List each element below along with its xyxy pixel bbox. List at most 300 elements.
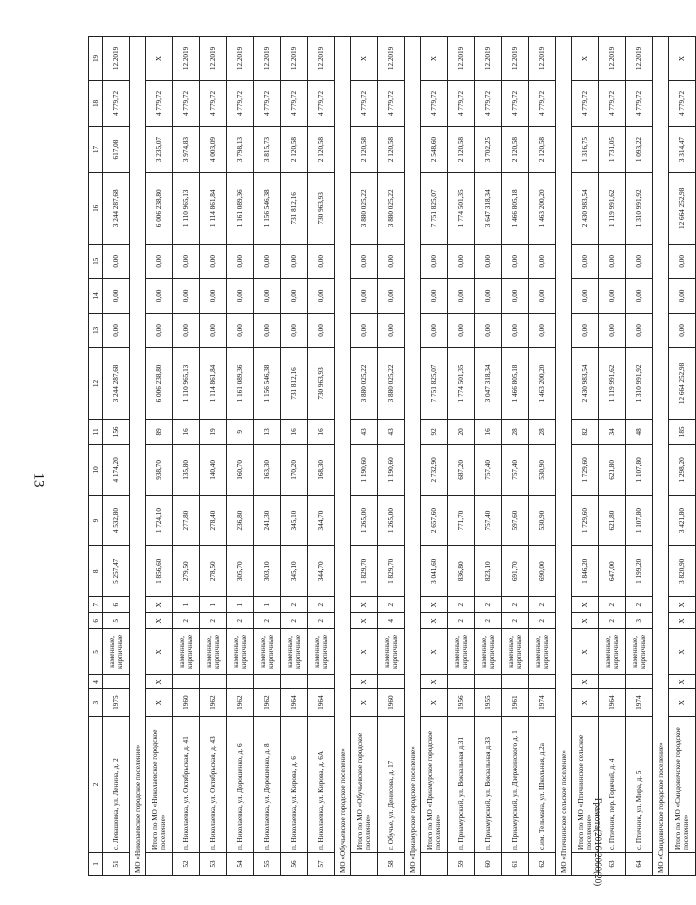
table-row — [502, 37, 529, 876]
column-header: 9 — [89, 495, 103, 546]
table-cell: 1975 — [103, 689, 130, 717]
table-cell: 2 — [448, 597, 475, 613]
table-cell: 3 235,07 — [146, 127, 173, 173]
table-cell: 530,90 — [529, 445, 556, 496]
column-header: 10 — [89, 445, 103, 496]
table-row — [378, 37, 405, 876]
table-cell: 771,70 — [448, 495, 475, 546]
column-header: 6 — [89, 613, 103, 629]
table-cell: 12.2019 — [281, 37, 308, 81]
table-cell: 4 779,72 — [308, 80, 335, 126]
table-cell — [103, 675, 130, 689]
table-cell: 1964 — [599, 689, 626, 717]
table-row — [626, 37, 653, 876]
table-cell: с. Левашовка, ул. Ленина, д. 2 — [103, 716, 130, 852]
table-cell: 51 — [103, 852, 130, 875]
section-title: МО «Обучьевское городское поселение» — [335, 37, 351, 876]
table-cell: 170,20 — [281, 445, 308, 496]
table-cell: 0,00 — [529, 313, 556, 348]
table-cell: X — [572, 597, 599, 613]
table-cell: Итого по МО «Николаевское городское поселение» — [146, 716, 173, 852]
table-cell: 2 120,58 — [308, 127, 335, 173]
table-cell: 7 751 825,07 — [421, 348, 448, 419]
table-cell — [448, 675, 475, 689]
table-cell: 731 812,16 — [281, 173, 308, 244]
housing-table — [88, 36, 696, 876]
column-header: 19 — [89, 37, 103, 81]
table-cell: 3 880 025,22 — [378, 173, 405, 244]
table-cell: 1961 — [502, 689, 529, 717]
table-cell: 1 846,20 — [572, 546, 599, 597]
section-title: МО «Смидовичское городское поселение» — [653, 37, 669, 876]
table-cell — [572, 852, 599, 875]
table-cell: с.им. Тельмана, ул. Школьная, д.2а — [529, 716, 556, 852]
table-cell: 0,00 — [599, 244, 626, 279]
column-header: 17 — [89, 127, 103, 173]
table-cell: 20 — [448, 419, 475, 444]
column-header: 1 — [89, 852, 103, 875]
table-row — [421, 37, 448, 876]
table-cell: X — [572, 613, 599, 629]
table-cell: 0,00 — [448, 279, 475, 314]
table-cell: 0,00 — [669, 313, 696, 348]
table-cell: 1 829,70 — [351, 546, 378, 597]
table-cell: 16 — [308, 419, 335, 444]
table-cell: каменные, кирпичные — [626, 629, 653, 675]
table-row — [146, 37, 173, 876]
column-header: 13 — [89, 313, 103, 348]
table-cell: 621,80 — [599, 495, 626, 546]
section-title: МО «Приамурское городское поселение» — [405, 37, 421, 876]
table-cell: 1 729,60 — [572, 495, 599, 546]
table-cell: 3 880 025,22 — [378, 348, 405, 419]
table-cell: 13 — [254, 419, 281, 444]
table-cell: каменные, кирпичные — [448, 629, 475, 675]
table-cell: 7 751 825,07 — [421, 173, 448, 244]
table-cell: 4 779,72 — [254, 80, 281, 126]
footer-code: Грамота(2016-2060(20) — [593, 797, 603, 887]
table-cell: 6 006 238,80 — [146, 173, 173, 244]
table-cell: 0,00 — [421, 313, 448, 348]
table-cell: X — [146, 675, 173, 689]
table-cell: 1956 — [448, 689, 475, 717]
table-cell: каменные, кирпичные — [281, 629, 308, 675]
table-cell: 2 — [308, 597, 335, 613]
table-cell: 4 779,72 — [626, 80, 653, 126]
table-cell: X — [146, 597, 173, 613]
table-cell: 1 463 200,20 — [529, 348, 556, 419]
table-cell: 63 — [599, 852, 626, 875]
page-number: 13 — [30, 472, 47, 488]
table-cell: 0,00 — [103, 313, 130, 348]
table-cell: 1 093,22 — [626, 127, 653, 173]
table-cell: 0,00 — [599, 313, 626, 348]
table-cell: 0,00 — [626, 244, 653, 279]
table-cell: 4 779,72 — [529, 80, 556, 126]
table-cell: 12.2019 — [254, 37, 281, 81]
table-cell: 2 657,60 — [421, 495, 448, 546]
table-row — [572, 37, 599, 876]
table-cell: 278,50 — [200, 546, 227, 597]
table-cell: 4 779,72 — [281, 80, 308, 126]
table-cell: 53 — [200, 852, 227, 875]
column-header: 18 — [89, 80, 103, 126]
table-cell: с. Птичник, ул. Мира, д. 5 — [626, 716, 653, 852]
table-cell: 3 815,73 — [254, 127, 281, 173]
table-cell: 2 430 983,54 — [572, 348, 599, 419]
table-cell: 279,50 — [173, 546, 200, 597]
table-cell: 2 732,90 — [421, 445, 448, 496]
table-cell: 4 779,72 — [227, 80, 254, 126]
table-cell: 2 120,58 — [529, 127, 556, 173]
table-cell: X — [669, 37, 696, 81]
table-cell: X — [421, 597, 448, 613]
section-row — [335, 37, 351, 876]
table-cell: 1962 — [200, 689, 227, 717]
table-cell: 12.2019 — [448, 37, 475, 81]
table-cell: 621,80 — [599, 445, 626, 496]
table-cell: 0,00 — [502, 279, 529, 314]
table-cell: 0,00 — [448, 313, 475, 348]
table-cell: 0,00 — [173, 279, 200, 314]
table-cell: 1 190,60 — [378, 445, 405, 496]
table-cell: X — [421, 613, 448, 629]
table-cell: 5 257,47 — [103, 546, 130, 597]
table-cell — [421, 852, 448, 875]
section-row — [556, 37, 572, 876]
table-cell: 2 — [378, 597, 405, 613]
table-cell: 2 — [448, 613, 475, 629]
table-cell: 19 — [200, 419, 227, 444]
table-cell: 12.2019 — [173, 37, 200, 81]
table-cell: 34 — [599, 419, 626, 444]
table-cell: 1 466 805,18 — [502, 173, 529, 244]
table-cell: 0,00 — [103, 279, 130, 314]
table-cell: 12.2019 — [200, 37, 227, 81]
table-cell: 12.2019 — [308, 37, 335, 81]
table-cell: 3 244 287,68 — [103, 348, 130, 419]
table-cell — [502, 675, 529, 689]
table-cell: каменные, кирпичные — [254, 629, 281, 675]
table-cell: 52 — [173, 852, 200, 875]
section-title: МО «Николаевское городское поселение» — [130, 37, 146, 876]
table-cell: 6 006 238,80 — [146, 348, 173, 419]
table-cell: 4 779,72 — [475, 80, 502, 126]
table-cell: 1 107,80 — [626, 445, 653, 496]
table-cell: 64 — [626, 852, 653, 875]
table-cell: 0,00 — [173, 244, 200, 279]
table-cell: 277,80 — [173, 495, 200, 546]
table-row — [351, 37, 378, 876]
table-cell: 1 724,10 — [146, 495, 173, 546]
column-header: 16 — [89, 173, 103, 244]
table-cell: 28 — [529, 419, 556, 444]
table-cell: 2 120,58 — [378, 127, 405, 173]
table-cell — [281, 675, 308, 689]
table-cell: 56 — [281, 852, 308, 875]
table-cell: 3 880 025,22 — [351, 173, 378, 244]
table-cell — [254, 675, 281, 689]
table-cell: 135,80 — [173, 445, 200, 496]
table-cell: X — [351, 675, 378, 689]
table-cell: X — [572, 37, 599, 81]
table-cell: 1 316,75 — [572, 127, 599, 173]
table-cell: 1 463 200,20 — [529, 173, 556, 244]
table-cell: 0,00 — [351, 279, 378, 314]
table-cell: п. Николаевка, ул. Дорошенко, д. 6 — [227, 716, 254, 852]
table-cell: 5 — [103, 613, 130, 629]
table-cell: 2 — [502, 597, 529, 613]
table-cell: 2 — [475, 597, 502, 613]
column-header: 4 — [89, 675, 103, 689]
table-cell: 4 779,72 — [669, 80, 696, 126]
table-cell: 2 — [281, 613, 308, 629]
table-cell: 757,40 — [475, 495, 502, 546]
table-cell: X — [351, 629, 378, 675]
table-cell: 836,80 — [448, 546, 475, 597]
table-row — [669, 37, 696, 876]
table-cell: 0,00 — [475, 313, 502, 348]
table-cell: 4 779,72 — [200, 80, 227, 126]
table-cell: каменные, кирпичные — [502, 629, 529, 675]
table-cell: 0,00 — [475, 244, 502, 279]
table-cell: п. Николаевка, ул. Кирова, д. 6А — [308, 716, 335, 852]
table-cell: 1 199,20 — [626, 546, 653, 597]
table-cell: 2 — [529, 613, 556, 629]
table-cell: 12 664 252,98 — [669, 348, 696, 419]
table-cell: Итого по МО «Птичнинское сельское поселение» — [572, 716, 599, 852]
table-cell: X — [146, 37, 173, 81]
table-cell: X — [351, 613, 378, 629]
table-cell: 156 — [103, 419, 130, 444]
table-cell: X — [421, 689, 448, 717]
table-cell: 1 774 501,35 — [448, 348, 475, 419]
table-cell: 2 120,58 — [502, 127, 529, 173]
table-cell: 1 — [200, 597, 227, 613]
table-cell: 12.2019 — [529, 37, 556, 81]
table-cell: 2 — [626, 597, 653, 613]
table-cell: 1 114 861,84 — [200, 173, 227, 244]
table-cell: 0,00 — [421, 244, 448, 279]
table-cell: 0,00 — [529, 244, 556, 279]
table-cell: 1 856,60 — [146, 546, 173, 597]
column-header: 12 — [89, 348, 103, 419]
table-cell: 12.2019 — [475, 37, 502, 81]
table-cell: 0,00 — [502, 244, 529, 279]
table-cell: 3 880 025,22 — [351, 348, 378, 419]
table-cell: 1974 — [529, 689, 556, 717]
table-row — [173, 37, 200, 876]
table-cell: 2 — [529, 597, 556, 613]
table-cell: 55 — [254, 852, 281, 875]
table-cell — [378, 675, 405, 689]
table-cell: 28 — [502, 419, 529, 444]
table-cell: 0,00 — [254, 313, 281, 348]
table-cell: X — [572, 629, 599, 675]
table-cell — [146, 852, 173, 875]
table-cell: 1 729,60 — [572, 445, 599, 496]
table-cell: 3 421,80 — [669, 495, 696, 546]
table-cell — [669, 852, 696, 875]
table-cell: X — [669, 629, 696, 675]
table-cell: 345,10 — [281, 546, 308, 597]
table-cell: 0,00 — [200, 279, 227, 314]
table-cell: 2 430 983,54 — [572, 173, 599, 244]
column-header: 8 — [89, 546, 103, 597]
table-row — [448, 37, 475, 876]
column-header: 11 — [89, 419, 103, 444]
section-row — [405, 37, 421, 876]
table-cell: каменные, кирпичные — [529, 629, 556, 675]
table-cell: 2 — [254, 613, 281, 629]
table-cell: 92 — [421, 419, 448, 444]
table-cell: 1 119 991,62 — [599, 348, 626, 419]
table-cell: 2 120,58 — [281, 127, 308, 173]
table-cell: X — [669, 597, 696, 613]
table-cell: 12.2019 — [227, 37, 254, 81]
table-cell: 0,00 — [281, 279, 308, 314]
table-cell: X — [351, 37, 378, 81]
table-cell: X — [351, 689, 378, 717]
table-cell — [626, 675, 653, 689]
rotated-table-wrapper — [88, 36, 696, 876]
table-cell: 4 779,72 — [421, 80, 448, 126]
table-cell: 140,40 — [200, 445, 227, 496]
table-cell: 0,00 — [281, 313, 308, 348]
table-cell: 0,00 — [448, 244, 475, 279]
table-cell: 690,00 — [529, 546, 556, 597]
table-cell: 1962 — [227, 689, 254, 717]
table-cell: 0,00 — [378, 313, 405, 348]
column-header: 2 — [89, 716, 103, 852]
table-cell: 1 298,20 — [669, 445, 696, 496]
table-cell: 0,00 — [254, 279, 281, 314]
table-cell: п. Николаевка, ул. Октябрьская, д. 41 — [173, 716, 200, 852]
table-row — [475, 37, 502, 876]
table-cell: 2 — [475, 613, 502, 629]
table-cell: 2 — [308, 613, 335, 629]
table-cell: 12.2019 — [626, 37, 653, 81]
table-cell: X — [669, 613, 696, 629]
table-cell: 168,30 — [308, 445, 335, 496]
table-cell: 3 647 318,34 — [475, 173, 502, 244]
table-cell: 1 774 501,35 — [448, 173, 475, 244]
table-cell: 1 829,70 — [378, 546, 405, 597]
table-cell: 0,00 — [146, 279, 173, 314]
table-cell: 236,80 — [227, 495, 254, 546]
table-cell: 1 310 991,92 — [626, 348, 653, 419]
table-cell: 303,10 — [254, 546, 281, 597]
table-cell: 0,00 — [200, 313, 227, 348]
table-cell: 4 779,72 — [103, 80, 130, 126]
table-cell: 0,00 — [281, 244, 308, 279]
table-cell: 0,00 — [378, 244, 405, 279]
table-cell: 0,00 — [599, 279, 626, 314]
table-cell: 62 — [529, 852, 556, 875]
table-cell: 0,00 — [200, 244, 227, 279]
table-cell: 12.2019 — [378, 37, 405, 81]
table-cell: X — [351, 597, 378, 613]
table-cell: X — [421, 37, 448, 81]
table-cell — [475, 675, 502, 689]
table-cell: каменные, кирпичные — [475, 629, 502, 675]
table-cell: 12.2019 — [103, 37, 130, 81]
table-cell: 1 466 805,18 — [502, 348, 529, 419]
table-cell: 1 — [173, 597, 200, 613]
table-cell: 3 974,83 — [173, 127, 200, 173]
table-cell: 1 — [227, 597, 254, 613]
table-cell: 2 120,58 — [351, 127, 378, 173]
table-cell: с. Птичник, пер. Горячий, д. 4 — [599, 716, 626, 852]
table-cell — [308, 675, 335, 689]
table-cell: 43 — [351, 419, 378, 444]
table-cell: 617,08 — [103, 127, 130, 173]
table-cell: каменные, кирпичные — [227, 629, 254, 675]
table-cell: 1 156 546,38 — [254, 348, 281, 419]
table-cell: 1 107,80 — [626, 495, 653, 546]
table-cell: 1974 — [626, 689, 653, 717]
table-cell: 1 114 861,84 — [200, 348, 227, 419]
table-cell: 4 779,72 — [173, 80, 200, 126]
column-header: 7 — [89, 597, 103, 613]
table-cell: 1 161 089,36 — [227, 173, 254, 244]
table-cell: 0,00 — [351, 244, 378, 279]
table-row — [254, 37, 281, 876]
table-cell — [351, 852, 378, 875]
table-cell: 0,00 — [103, 244, 130, 279]
table-cell: 89 — [146, 419, 173, 444]
table-cell: 1962 — [254, 689, 281, 717]
table-cell: 0,00 — [669, 279, 696, 314]
table-cell: 0,00 — [502, 313, 529, 348]
table-cell: 16 — [281, 419, 308, 444]
table-cell: каменные, кирпичные — [173, 629, 200, 675]
table-cell: 9 — [227, 419, 254, 444]
table-cell: п. Приамурский, ул. Вокзальная д.33 — [475, 716, 502, 852]
table-row — [599, 37, 626, 876]
table-cell: 2 548,60 — [421, 127, 448, 173]
table-cell: 4 174,20 — [103, 445, 130, 496]
table-cell: 647,00 — [599, 546, 626, 597]
table-cell: 0,00 — [351, 313, 378, 348]
table-cell: X — [146, 689, 173, 717]
table-cell: 1964 — [308, 689, 335, 717]
table-cell: 2 — [227, 613, 254, 629]
section-row — [130, 37, 146, 876]
table-cell: 0,00 — [626, 313, 653, 348]
table-cell: 731 812,16 — [281, 348, 308, 419]
table-cell: 4 532,80 — [103, 495, 130, 546]
table-cell: 4 779,72 — [146, 80, 173, 126]
table-cell: 0,00 — [227, 244, 254, 279]
table-cell: 0,00 — [378, 279, 405, 314]
table-cell: 59 — [448, 852, 475, 875]
table-cell: 0,00 — [146, 244, 173, 279]
table-cell: 0,00 — [308, 244, 335, 279]
column-header: 14 — [89, 279, 103, 314]
table-row — [308, 37, 335, 876]
table-cell: п. Николаевка, ул. Дорошенко, д. 8 — [254, 716, 281, 852]
table-cell: 2 120,58 — [448, 127, 475, 173]
table-cell: 43 — [378, 419, 405, 444]
table-cell: 0,00 — [626, 279, 653, 314]
table-cell: Итого по МО «Приамурское городское поселение» — [421, 716, 448, 852]
table-row — [103, 37, 130, 876]
table-cell: 1 119 991,62 — [599, 173, 626, 244]
table-cell: 163,30 — [254, 445, 281, 496]
table-cell: 4 779,72 — [351, 80, 378, 126]
table-cell — [173, 675, 200, 689]
